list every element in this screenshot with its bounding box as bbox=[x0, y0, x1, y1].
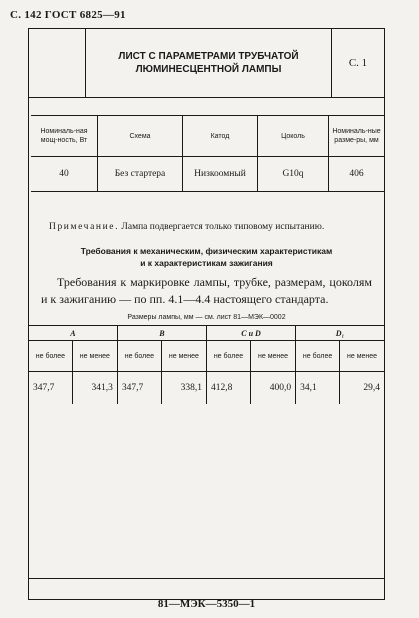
sheet-frame bbox=[28, 28, 385, 610]
params-table bbox=[31, 115, 384, 192]
group-b: B bbox=[117, 326, 206, 341]
page-header: С. 142 ГОСТ 6825—91 bbox=[10, 9, 126, 21]
header-blank-cell bbox=[29, 29, 86, 97]
note-text: Лампа подвергается только типовому испытанию. bbox=[119, 222, 325, 232]
note-label: Примечание. bbox=[49, 222, 120, 232]
value-d1-max: 34,1 bbox=[296, 372, 340, 405]
value-d1-min: 29,4 bbox=[340, 372, 384, 405]
sub-min: не менее bbox=[250, 341, 295, 372]
sub-min: не менее bbox=[340, 341, 384, 372]
sub-max: не более bbox=[206, 341, 250, 372]
dims-caption: Размеры лампы, мм — см. лист 81—МЭК—0002 bbox=[127, 314, 286, 321]
params-data-row bbox=[31, 157, 384, 192]
requirements-title bbox=[29, 245, 384, 269]
group-c-d: C и D bbox=[206, 326, 295, 341]
value-b-min: 338,1 bbox=[161, 372, 206, 405]
value-a-max: 347,7 bbox=[29, 372, 72, 405]
cell-base: G10q bbox=[258, 157, 329, 192]
sub-max: не более bbox=[296, 341, 340, 372]
header-power: Номиналь-ная мощ-ность, Вт bbox=[31, 116, 98, 157]
sheet-number: С. 1 bbox=[331, 29, 384, 97]
sheet-title-line2: ЛЮМИНЕСЦЕНТНОЙ ЛАМПЫ bbox=[135, 64, 282, 75]
dims-group-row bbox=[29, 326, 384, 341]
params-header-row bbox=[31, 116, 384, 157]
dims-value-row bbox=[29, 372, 384, 405]
dims-table bbox=[29, 325, 384, 404]
cell-cathode: Низкоомный bbox=[183, 157, 258, 192]
sub-min: не менее bbox=[161, 341, 206, 372]
value-cd-max: 412,8 bbox=[206, 372, 250, 405]
footer-divider bbox=[29, 578, 384, 579]
header-size: Номиналь-ные разме-ры, мм bbox=[329, 116, 385, 157]
group-a: A bbox=[29, 326, 117, 341]
sub-max: не более bbox=[117, 341, 161, 372]
header-base: Цоколь bbox=[258, 116, 329, 157]
value-cd-min: 400,0 bbox=[250, 372, 295, 405]
sheet-title-line1: ЛИСТ С ПАРАМЕТРАМИ ТРУБЧАТОЙ bbox=[118, 51, 299, 62]
value-b-max: 347,7 bbox=[117, 372, 161, 405]
dims-sub-row bbox=[29, 341, 384, 372]
sheet-header bbox=[29, 29, 384, 98]
sub-max: не более bbox=[29, 341, 72, 372]
value-a-min: 341,3 bbox=[72, 372, 117, 405]
requirements-title-line1: Требования к механическим, физическим характеристикам bbox=[80, 246, 333, 256]
sheet-title bbox=[85, 29, 332, 97]
cell-power: 40 bbox=[31, 157, 98, 192]
requirements-title-line2: и к характеристикам зажигания bbox=[140, 258, 273, 268]
header-scheme: Схема bbox=[98, 116, 183, 157]
footer-code: 81—МЭК—5350—1 bbox=[157, 598, 256, 610]
sub-min: не менее bbox=[72, 341, 117, 372]
cell-scheme: Без стартера bbox=[98, 157, 183, 192]
requirements-text: Требования к маркировке лампы, трубке, размерам, цоколям и к зажиганию — по пп. 4.1—4.4 настоящего стандарта. bbox=[41, 275, 372, 306]
note bbox=[49, 222, 324, 232]
group-d1: D₁ bbox=[296, 326, 384, 341]
cell-size: 406 bbox=[329, 157, 385, 192]
header-cathode: Катод bbox=[183, 116, 258, 157]
